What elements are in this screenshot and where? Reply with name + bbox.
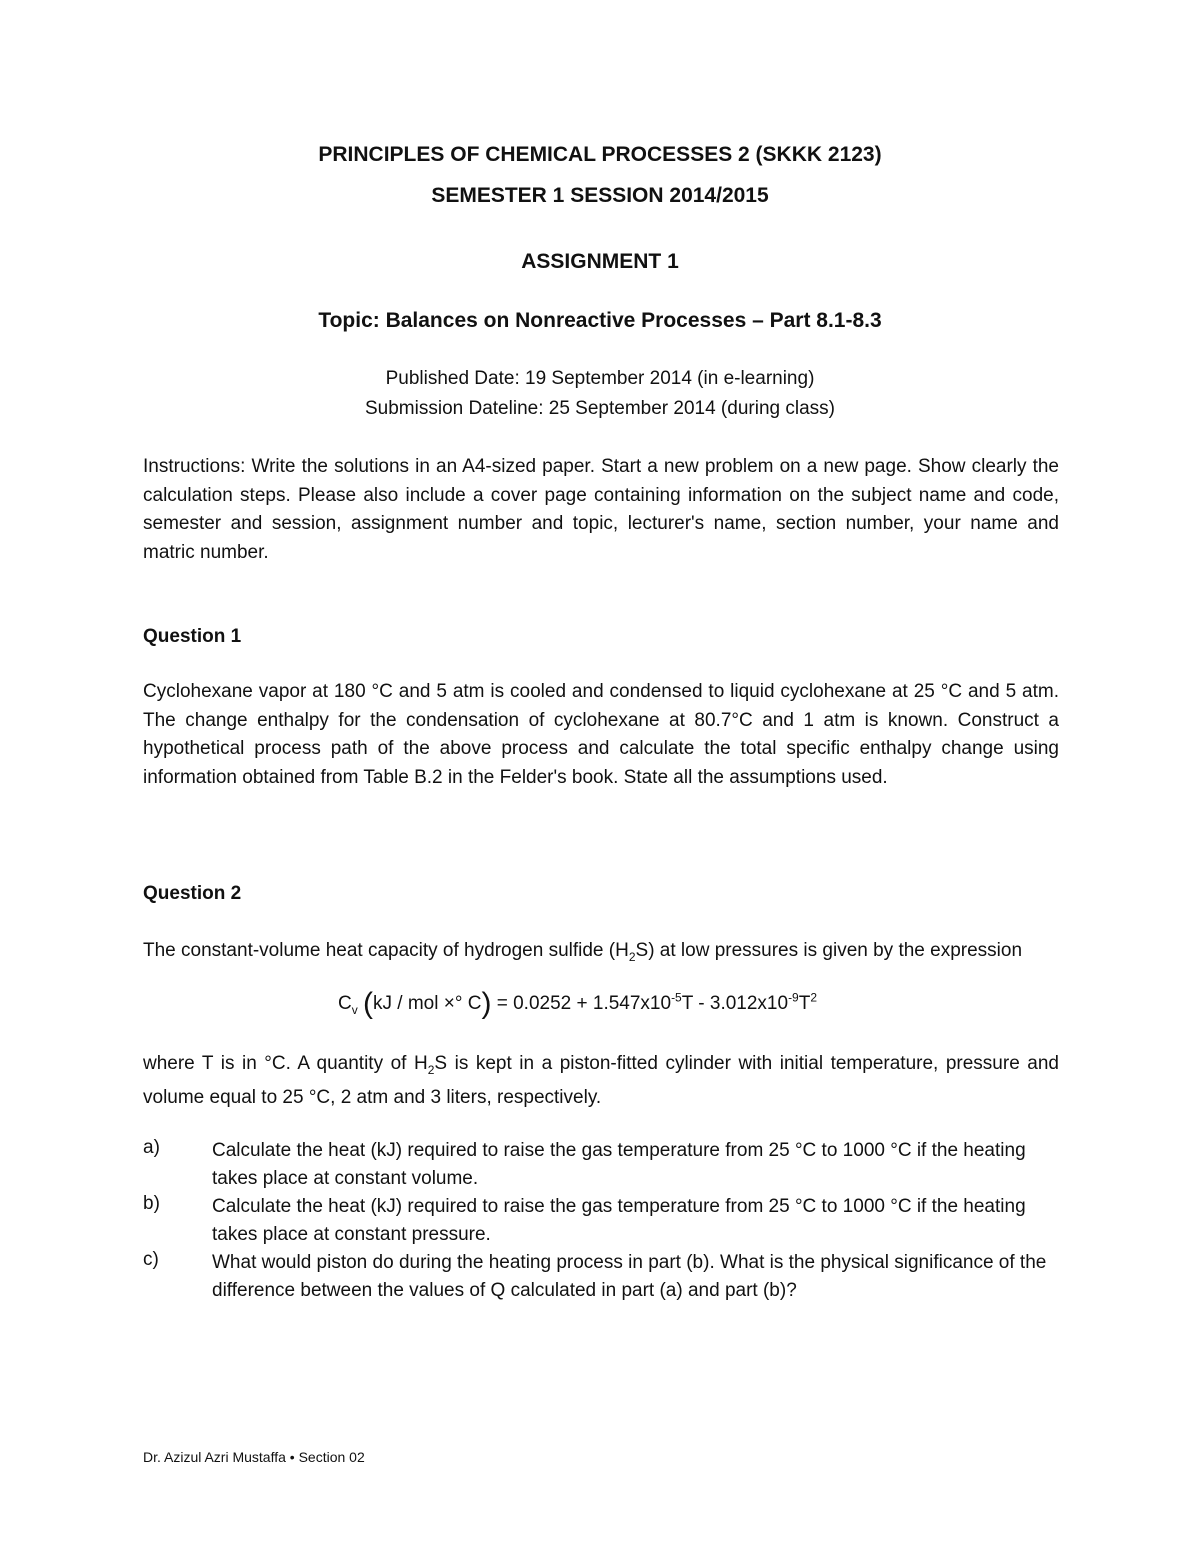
submission-dateline: Submission Dateline: 25 September 2014 (during class)	[365, 398, 835, 419]
question-1-body: Cyclohexane vapor at 180 °C and 5 atm is cooled and condensed to liquid cyclohexane at 25 °C and 5 atm. The change enthalpy for the condensation of cyclohexane at 80.7°C and 1 atm is known. Construct a hypothetical process path of the above process and calculate the total specific enthalpy change using information obtained from Table B.2 in the Felder's book. State all the assumptions used.	[143, 681, 1059, 788]
published-date: Published Date: 19 September 2014 (in e-learning)	[385, 368, 815, 389]
question-2-heading: Question 2	[143, 883, 242, 904]
list-item-text: What would piston do during the heating process in part (b). What is the physical significance of the difference between the values of Q calculated in part (a) and part (b)?	[212, 1252, 1047, 1301]
instructions-paragraph: Instructions: Write the solutions in an A4-sized paper. Start a new problem on a new page. Show clearly the calculation steps. Please also include a cover page containing information on the subject name and code, semester and session, assignment number and topic, lecturer's name, section number, your name and matric number.	[143, 456, 1059, 563]
list-item-text: Calculate the heat (kJ) required to raise the gas temperature from 25 °C to 1000 °C if the heating takes place at constant pressure.	[212, 1196, 1026, 1245]
list-item-marker: c)	[143, 1249, 159, 1270]
list-item-marker: a)	[143, 1137, 160, 1158]
list-item-marker: b)	[143, 1193, 160, 1214]
question-2-where: where T is in °C. A quantity of $H_2S$ is kept in a piston-fitted cylinder with initial temperature, pressure and volume equal to 25 °C, 2 atm and 3 liters, respectively.	[143, 1053, 1059, 1109]
semester-session: SEMESTER 1 SESSION 2014/2015	[431, 184, 769, 207]
course-title: PRINCIPLES OF CHEMICAL PROCESSES 2 (SKKK 2123)	[318, 143, 882, 166]
question-1-heading: Question 1	[143, 626, 242, 647]
page-footer: Dr. Azizul Azri Mustaffa • Section 02	[143, 1449, 365, 1465]
heat-capacity-formula: $C_v$ (kJ / mol ×° $C) = 0.0252 + 1.547x10^{-5}T - 3.012x10^{-9}T^2$	[338, 987, 818, 1020]
list-item-text: Calculate the heat (kJ) required to raise the gas temperature from 25 °C to 1000 °C if the heating takes place at constant volume.	[212, 1140, 1026, 1189]
assignment-title: ASSIGNMENT 1	[521, 250, 679, 273]
question-2-intro: The constant-volume heat capacity of hydrogen sulfide $(H_2S)$ at low pressures is given by the expression	[143, 940, 1023, 964]
topic-title: Topic: Balances on Nonreactive Processes – Part 8.1-8.3	[318, 309, 882, 332]
